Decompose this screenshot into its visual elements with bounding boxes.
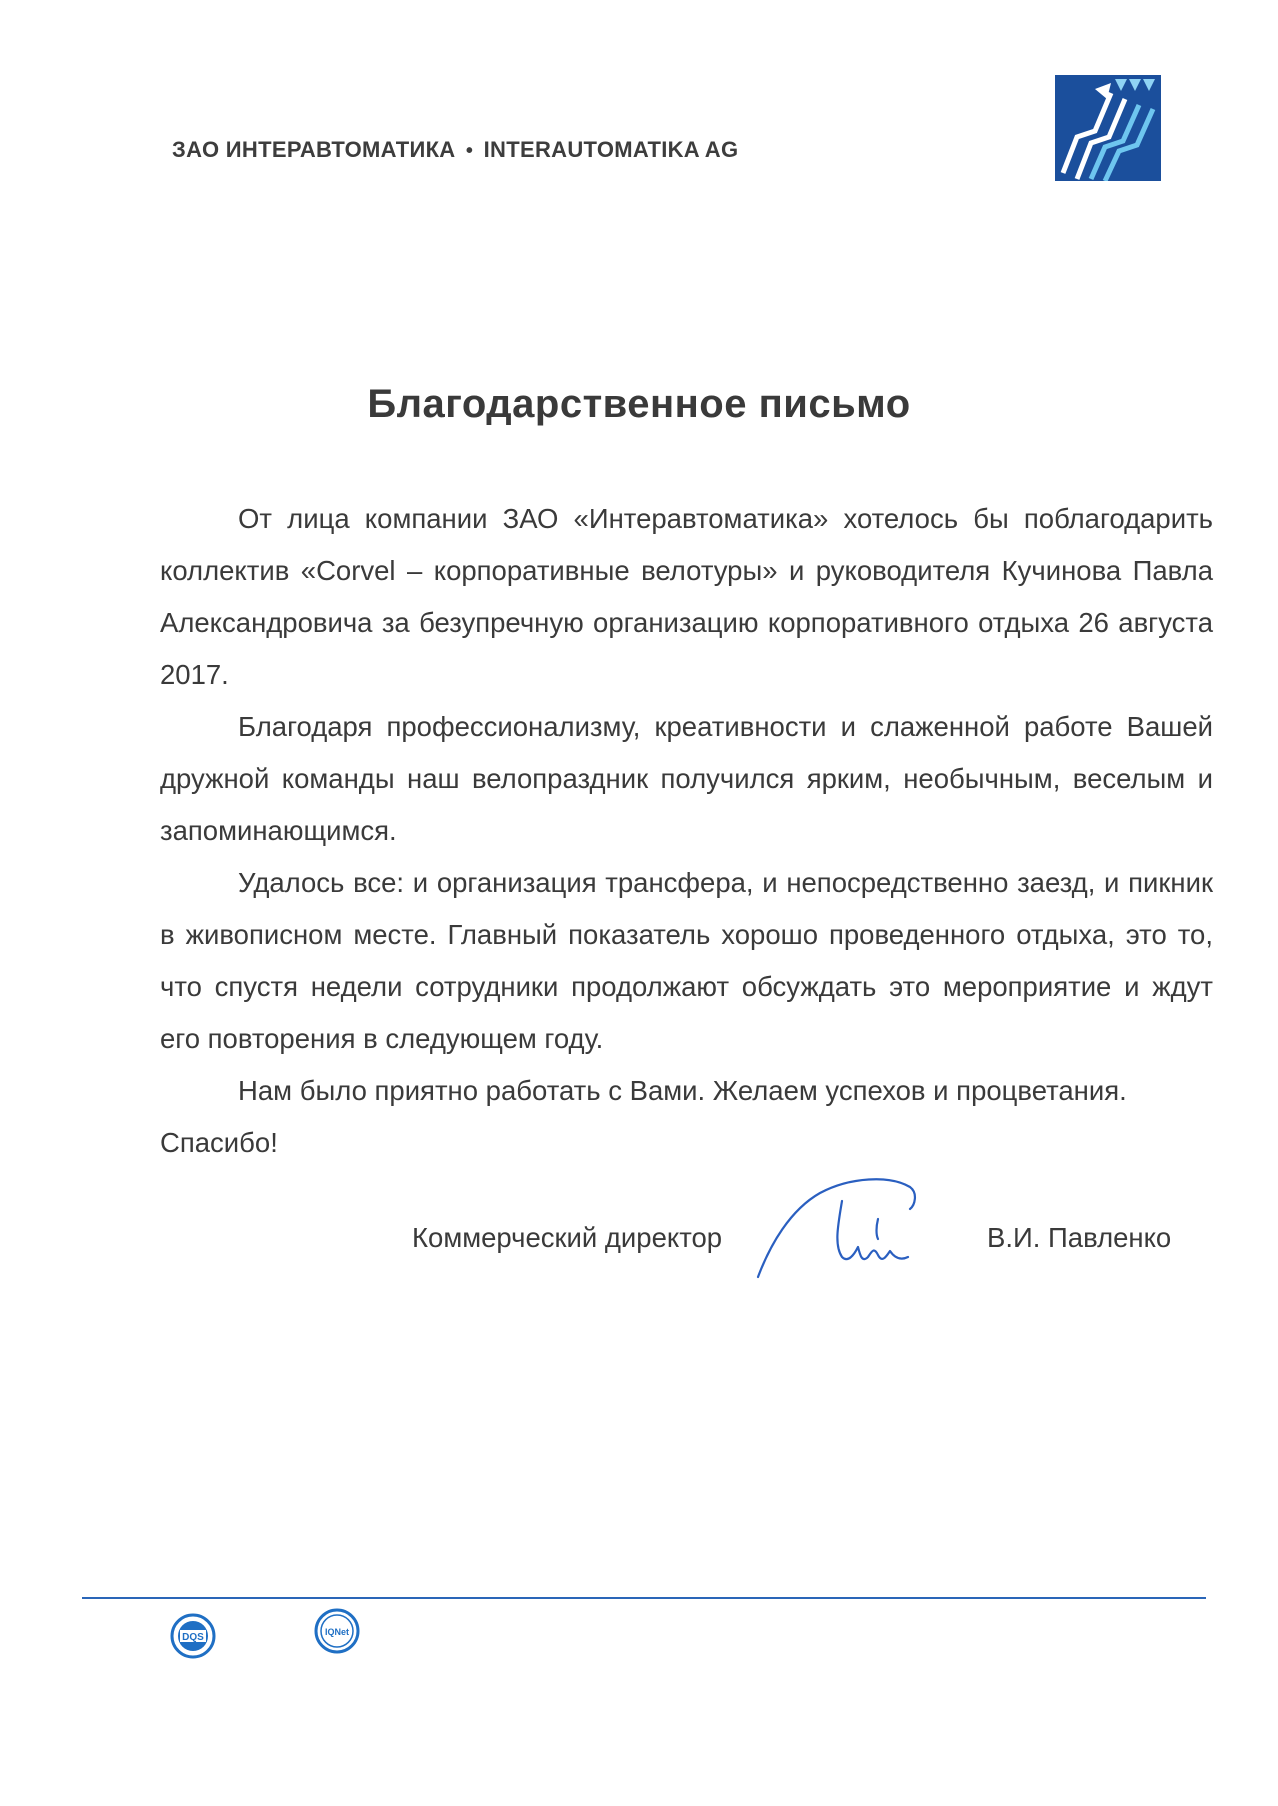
closing-thanks: Спасибо! — [160, 1127, 278, 1158]
company-header — [172, 137, 738, 163]
company-name-en: INTERAUTOMATIKA AG — [483, 137, 739, 162]
dqs-certification-icon — [170, 1613, 216, 1659]
letter-body — [160, 493, 1213, 1169]
company-name-ru: ЗАО ИНТЕРАВТОМАТИКА — [172, 137, 456, 162]
svg-text:DQS: DQS — [182, 1632, 204, 1643]
document-title: Благодарственное письмо — [367, 382, 911, 426]
header-separator: • — [465, 140, 474, 162]
paragraph-2: Благодаря профессионализму, креативности и слаженной работе Вашей дружной команды наш велопраздник получился ярким, необычным, веселым и запоминающимся. — [160, 711, 1213, 846]
paragraph-1: От лица компании ЗАО «Интеравтоматика» хотелось бы поблагодарить коллектив «Corvel – корпоративные велотуры» и руководителя Кучинова Павла Александровича за безупречную организацию корпоративного отдыха 26 августа 2017. — [160, 503, 1213, 690]
footer-divider — [82, 1597, 1206, 1599]
signer-name: В.И. Павленко — [987, 1222, 1172, 1253]
company-logo-icon — [1055, 75, 1161, 181]
handwritten-signature — [750, 1165, 940, 1285]
paragraph-4: Нам было приятно работать с Вами. Желаем успехов и процветания. — [238, 1075, 1127, 1106]
svg-text:IQNet: IQNet — [324, 1627, 350, 1637]
signer-position: Коммерческий директор — [412, 1222, 723, 1253]
paragraph-3: Удалось все: и организация трансфера, и непосредственно заезд, и пикник в живописном месте. Главный показатель хорошо проведенного отдыха, это то, что спустя недели сотрудники продолжают обсуждать это мероприятие и ждут его повторения в следующем году. — [160, 867, 1213, 1054]
iqnet-certification-icon — [314, 1608, 360, 1654]
